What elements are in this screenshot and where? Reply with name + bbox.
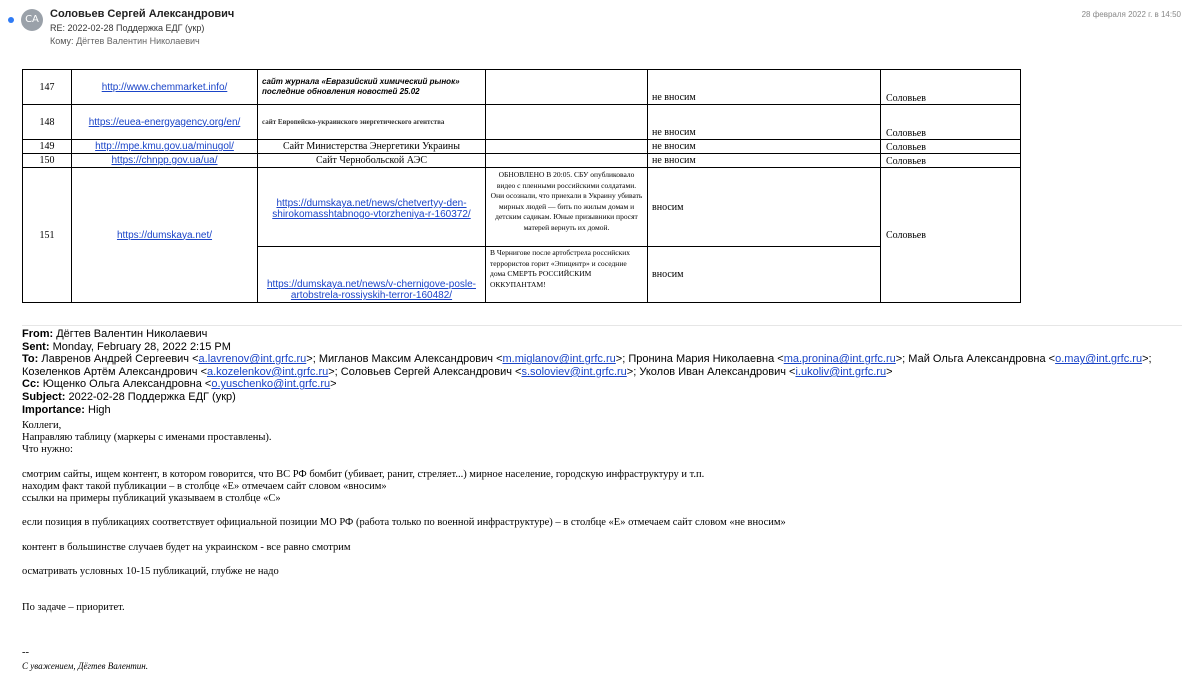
status-cell: не вносим (648, 70, 881, 105)
body-paragraph: осматривать условных 10-15 публикаций, глубже не надо (22, 566, 279, 577)
sender-avatar[interactable]: СА (21, 9, 43, 31)
from-label: From: (22, 328, 54, 340)
importance-value: High (88, 403, 111, 416)
site-url-cell (72, 168, 258, 303)
recipient-email-link[interactable]: a.lavrenov@int.grfc.ru (198, 353, 307, 366)
body-paragraph: По задаче – приоритет. (22, 602, 125, 613)
message-date: 28 февраля 2022 г. в 14:50 (1081, 10, 1181, 19)
notes-cell (486, 105, 648, 140)
from-value: Дёгтев Валентин Николаевич (56, 328, 208, 340)
site-link[interactable]: http://mpe.kmu.gov.ua/minugol/ (95, 141, 234, 152)
site-url-cell (72, 140, 258, 154)
status-cell: не вносим (648, 105, 881, 140)
site-url-cell (72, 154, 258, 168)
cc-line: Cc: Ющенко Ольга Александровна <o.yuschenko@int.grfc.ru> (22, 378, 337, 391)
recipient-name: Козеленков Артём Александрович (22, 365, 198, 378)
recipient-email-link[interactable]: a.kozelenkov@int.grfc.ru (207, 365, 329, 378)
description-text: сайт журнала «Евразийский химический рынок» последние обновления новостей 25.02 (262, 77, 460, 96)
owner-cell: Соловьев (881, 168, 1021, 303)
body-paragraph: если позиция в публикациях соответствует официальной позиции МО РФ (работа только по военной инфраструктуре) – в столбце «Е» отмечаем сайт словом «не вносим» (22, 517, 786, 528)
quote-divider (22, 325, 1182, 326)
message-header (0, 0, 1200, 52)
site-link[interactable]: http://www.chemmarket.info/ (101, 81, 228, 93)
notes-cell (486, 154, 648, 168)
sites-table (22, 69, 1021, 303)
site-description: Сайт Чернобольской АЭС (258, 154, 486, 168)
sent-label: Sent: (22, 340, 50, 353)
body-paragraph: смотрим сайты, ищем контент, в котором говорится, что ВС РФ бомбит (убивает, ранит, стреляет...) мирное население, городскую инфраструктуру и т.п. (22, 469, 705, 480)
recipient-email-link[interactable]: m.miglanov@int.grfc.ru (502, 353, 616, 366)
publication-link[interactable]: https://dumskaya.net/news/chetvertyy-den-shirokomasshtabnogo-vtorzheniya-r-160372/ (272, 198, 471, 220)
publication-url-cell (258, 168, 486, 247)
publication-link[interactable]: https://dumskaya.net/news/v-chernigove-posle-artobstrela-rossiyskih-terror-160482/ (267, 279, 476, 301)
row-number: 147 (23, 70, 72, 105)
recipient-line (50, 36, 200, 46)
recipient-name: Пронина Мария Николаевна (628, 353, 775, 366)
owner-cell: Соловьев (881, 105, 1021, 140)
to-line: To: Лавренов Андрей Сергеевич <a.lavrenov@int.grfc.ru>; Мигланов Максим Александрович <m.miglanov@int.grfc.ru>; Пронина Мария Николаевна <ma.pronina@int.grfc.ru>; Май Ольга Александровна <o.may@int.grfc.ru>; Козеленков Артём Александрович <a.kozelenkov@int.grfc.ru>; Соловьев Сергей Александрович <s.soloviev@int.grfc.ru>; Уколов Иван Александрович <i.ukoliv@int.grfc.ru> (22, 353, 1152, 378)
site-url-cell (72, 70, 258, 105)
unread-indicator-icon (8, 17, 14, 23)
publication-note (486, 247, 648, 303)
quoted-mail-header (22, 328, 1187, 416)
to-label: Кому: (50, 36, 74, 46)
cc-email-link[interactable]: o.yuschenko@int.grfc.ru (211, 378, 331, 391)
status-cell: не вносим (648, 140, 881, 154)
body-paragraph: находим факт такой публикации – в столбце «Е» отмечаем сайт словом «вносим» (22, 481, 387, 492)
sent-value: Monday, February 28, 2022 2:15 PM (52, 340, 231, 353)
importance-line (22, 404, 1187, 417)
table-row (23, 70, 1021, 105)
table-row (23, 168, 1021, 247)
owner-cell: Соловьев (881, 70, 1021, 105)
recipient-email-link[interactable]: i.ukoliv@int.grfc.ru (795, 365, 887, 378)
subject-value: 2022-02-28 Поддержка ЕДГ (укр) (68, 390, 236, 403)
recipient-name: Май Ольга Александровна (908, 353, 1046, 366)
recipient-email-link[interactable]: s.soloviev@int.grfc.ru (521, 365, 627, 378)
message-subject: RE: 2022-02-28 Поддержка ЕДГ (укр) (50, 23, 205, 33)
subject-line (22, 391, 1187, 404)
table-row (23, 140, 1021, 154)
site-link[interactable]: https://chnpp.gov.ua/ua/ (111, 155, 218, 166)
status-cell: вносим (648, 168, 881, 247)
notes-cell (486, 70, 648, 105)
status-cell: вносим (648, 247, 881, 303)
recipient-email-link[interactable]: ma.pronina@int.grfc.ru (783, 353, 896, 366)
note-text: В Чернигове после артобстрела российских террористов горит «Эпицентр» и соседние дома СМЕРТЬ РОССИЙСКИМ ОККУПАНТАМ! (490, 248, 630, 289)
site-description: Сайт Министерства Энергетики Украины (258, 140, 486, 154)
site-description (258, 105, 486, 140)
subject-label: Subject: (22, 390, 66, 403)
signature-separator: -- (22, 647, 29, 658)
importance-label: Importance: (22, 403, 85, 416)
sent-line (22, 341, 1187, 354)
recipient-name: Лавренов Андрей Сергеевич (41, 353, 190, 366)
table-row (23, 154, 1021, 168)
row-number: 151 (23, 168, 72, 303)
row-number: 149 (23, 140, 72, 154)
recipient-email-link[interactable]: o.may@int.grfc.ru (1055, 353, 1143, 366)
site-url-cell (72, 105, 258, 140)
site-link[interactable]: https://dumskaya.net/ (116, 229, 213, 241)
body-paragraph: Коллеги, (22, 420, 62, 431)
row-number: 150 (23, 154, 72, 168)
row-number: 148 (23, 105, 72, 140)
recipient-name: Мигланов Максим Александрович (318, 353, 494, 366)
recipient-name[interactable]: Дёгтев Валентин Николаевич (76, 36, 200, 46)
owner-cell: Соловьев (881, 140, 1021, 154)
body-paragraph: контент в большинстве случаев будет на украинском - все равно смотрим (22, 542, 351, 553)
sender-name[interactable]: Соловьев Сергей Александрович (50, 8, 235, 20)
cc-label: Cc: (22, 378, 40, 391)
table-row (23, 105, 1021, 140)
recipient-name: Уколов Иван Александрович (639, 365, 786, 378)
body-paragraph: Что нужно: (22, 444, 73, 455)
publication-url-cell (258, 247, 486, 303)
note-text: ОБНОВЛЕНО В 20:05. СБУ опубликовало видео с пленными российскими солдатами. Они осознали, что приехали в Украину убивать мирных людей — бить по жилым домам и детским садикам. Юные призывники просят матерей вернуть их домой. (490, 170, 643, 232)
site-link[interactable]: https://euea-energyagency.org/en/ (88, 116, 241, 128)
notes-cell (486, 140, 648, 154)
to-label: To: (22, 353, 39, 366)
publication-note (486, 168, 648, 247)
from-line (22, 328, 1187, 341)
signature: С уважением, Дёгтев Валентин. (22, 661, 149, 671)
description-text: сайт Европейско-украинского энергетического агентства (262, 117, 445, 126)
cc-name: Ющенко Ольга Александровна (42, 378, 202, 391)
owner-cell: Соловьев (881, 154, 1021, 168)
site-description (258, 70, 486, 105)
body-paragraph: Направляю таблицу (маркеры с именами проставлены). (22, 432, 272, 443)
recipient-name: Соловьев Сергей Александрович (340, 365, 512, 378)
status-cell: не вносим (648, 154, 881, 168)
body-paragraph: ссылки на примеры публикаций указываем в столбце «С» (22, 493, 281, 504)
